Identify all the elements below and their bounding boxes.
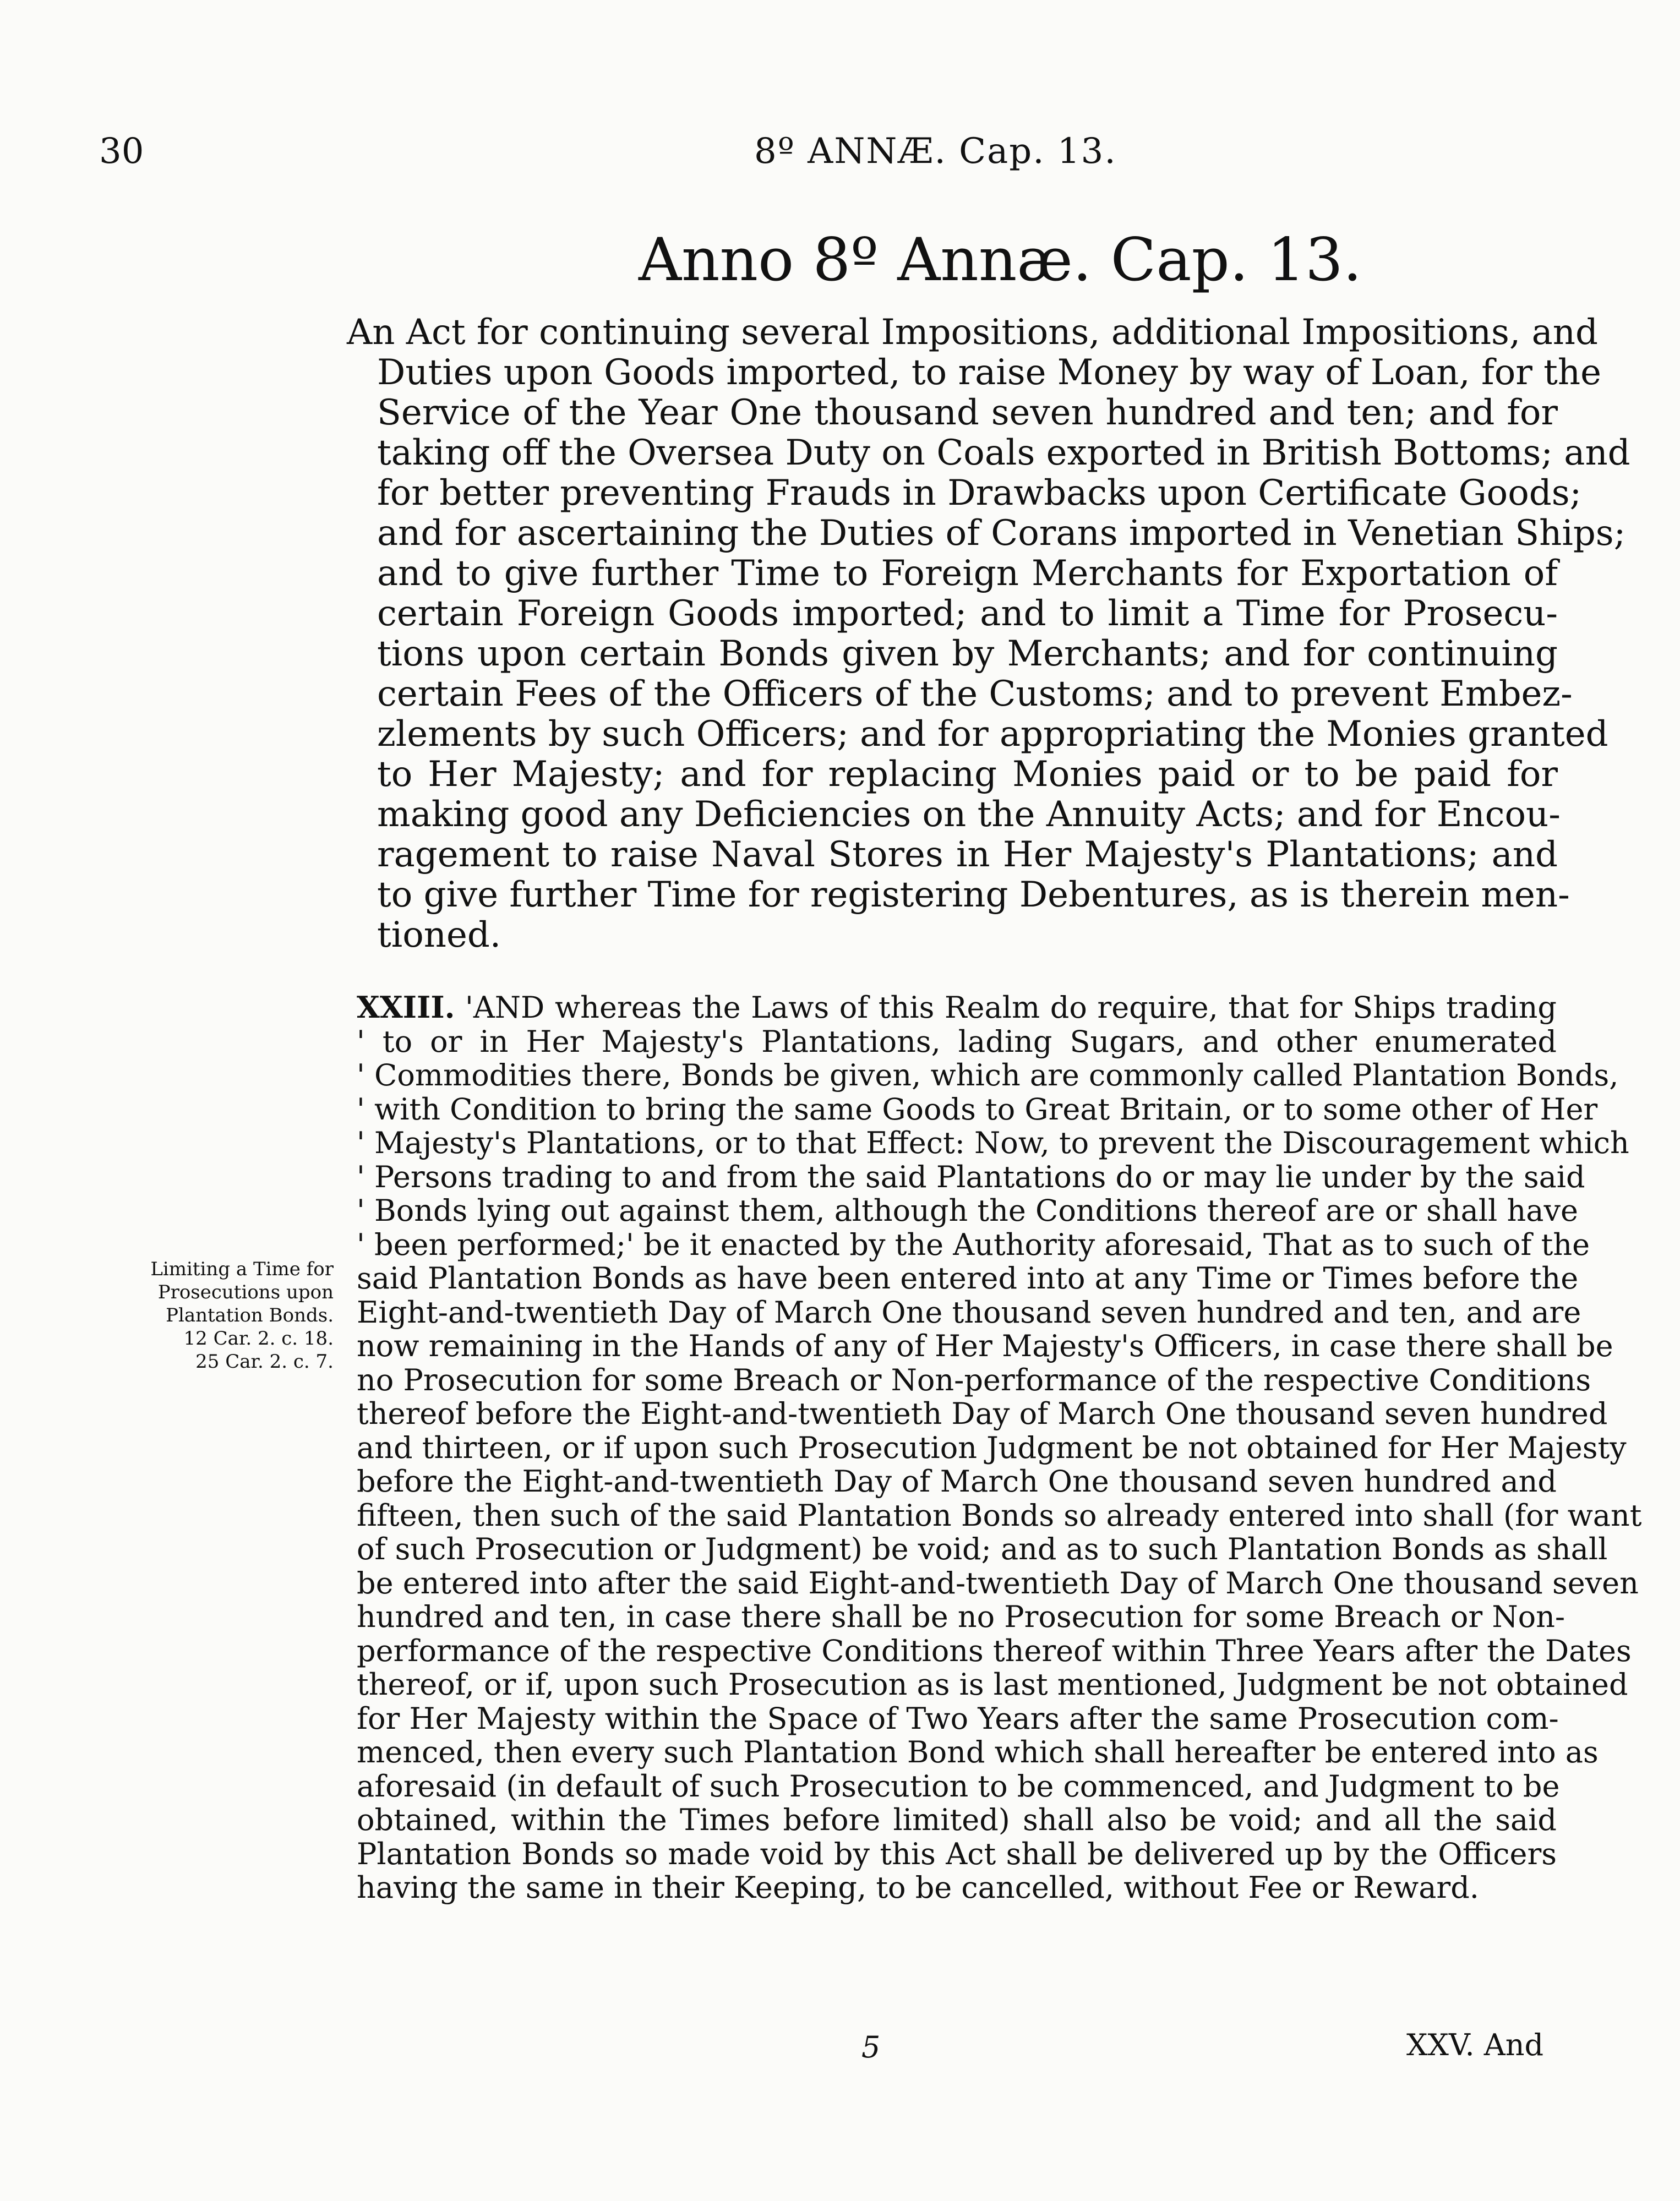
- section-line: ' been performed;' be it enacted by the Authority aforesaid, That as to such of the: [357, 1227, 1590, 1262]
- section-line: be entered into after the said Eight-and-twentieth Day of March One thousand seven: [357, 1565, 1639, 1601]
- act-title-line: ragement to raise Naval Stores in Her Majesty's Plantations; and: [377, 834, 1558, 875]
- catchword: XXV. And: [1406, 2028, 1544, 2062]
- act-title-line: tions upon certain Bonds given by Merchants; and for continuing: [377, 633, 1558, 674]
- section-number: XXIII.: [357, 990, 455, 1025]
- section-line: aforesaid (in default of such Prosecution to be commenced, and Judgment to be: [357, 1768, 1560, 1804]
- section-line: of such Prosecution or Judgment) be void; and as to such Plantation Bonds as shall: [357, 1532, 1608, 1566]
- section-line: before the Eight-and-twentieth Day of March One thousand seven hundred and: [357, 1464, 1557, 1499]
- section-line: performance of the respective Conditions thereof within Three Years after the Dates: [357, 1633, 1632, 1668]
- act-title-line: and for ascertaining the Duties of Corans imported in Venetian Ships;: [377, 513, 1626, 554]
- section-line: Eight-and-twentieth Day of March One thousand seven hundred and ten, and are: [357, 1295, 1581, 1330]
- section-line: now remaining in the Hands of any of Her Majesty's Officers, in case there shall be: [357, 1329, 1613, 1363]
- marginal-note-line: 12 Car. 2. c. 18.: [183, 1328, 334, 1350]
- section-line: ' Majesty's Plantations, or to that Effect: Now, to prevent the Discouragement which: [357, 1126, 1629, 1160]
- marginal-note-line: Prosecutions upon: [157, 1281, 334, 1303]
- section-line: for Her Majesty within the Space of Two Years after the same Prosecution com-: [357, 1701, 1559, 1736]
- act-title-line: tioned.: [377, 915, 501, 955]
- act-heading: Anno 8º Annæ. Cap. 13.: [639, 226, 1362, 294]
- section-line: and thirteen, or if upon such Prosecution Judgment be not obtained for Her Majesty: [357, 1430, 1627, 1465]
- act-title-line: taking off the Oversea Duty on Coals exported in British Bottoms; and: [377, 433, 1630, 473]
- section-line: obtained, within the Times before limited) shall also be void; and all the said: [357, 1803, 1557, 1837]
- act-title-line: to give further Time for registering Debentures, as is therein men-: [377, 875, 1570, 915]
- section-line: ' to or in Her Majesty's Plantations, lading Sugars, and other enumerated: [357, 1024, 1557, 1059]
- running-title: 8º ANNÆ. Cap. 13.: [754, 131, 1117, 172]
- section-line: ' with Condition to bring the same Goods to Great Britain, or to some other of Her: [357, 1091, 1598, 1127]
- section-xxiii: [357, 990, 1642, 1905]
- section-line: said Plantation Bonds as have been entered into at any Time or Times before the: [357, 1261, 1579, 1296]
- section-line: [357, 991, 1557, 1025]
- section-line: ' Persons trading to and from the said Plantations do or may lie under by the said: [357, 1159, 1585, 1194]
- page-number: 30: [99, 131, 144, 172]
- section-line-text: 'AND whereas the Laws of this Realm do require, that for Ships trading: [465, 990, 1557, 1025]
- section-line: having the same in their Keeping, to be cancelled, without Fee or Reward.: [357, 1870, 1479, 1905]
- section-line: ' Bonds lying out against them, although the Conditions thereof are or shall have: [357, 1193, 1578, 1228]
- marginal-note-line: Plantation Bonds.: [166, 1304, 334, 1326]
- section-line: thereof, or if, upon such Prosecution as is last mentioned, Judgment be not obtained: [357, 1667, 1628, 1702]
- act-long-title: [347, 312, 1630, 955]
- signature-mark: 5: [861, 2030, 881, 2065]
- section-line: ' Commodities there, Bonds be given, which are commonly called Plantation Bonds,: [357, 1058, 1619, 1093]
- act-title-line: and to give further Time to Foreign Merchants for Exportation of: [377, 553, 1558, 594]
- act-title-line: making good any Deficiencies on the Annuity Acts; and for Encou-: [377, 794, 1561, 835]
- marginal-note: [108, 1258, 334, 1373]
- act-title-line: Service of the Year One thousand seven hundred and ten; and for: [377, 392, 1558, 433]
- act-title-line: An Act for continuing several Impositions, additional Impositions, and: [347, 312, 1598, 353]
- marginal-note-line: 25 Car. 2. c. 7.: [195, 1351, 334, 1373]
- act-title-line: Duties upon Goods imported, to raise Money by way of Loan, for the: [377, 352, 1601, 393]
- act-title-line: to Her Majesty; and for replacing Monies paid or to be paid for: [377, 754, 1558, 795]
- marginal-note-line: Limiting a Time for: [150, 1258, 334, 1280]
- section-line: hundred and ten, in case there shall be no Prosecution for some Breach or Non-: [357, 1599, 1566, 1634]
- act-title-line: certain Foreign Goods imported; and to limit a Time for Prosecu-: [377, 593, 1558, 634]
- section-line: Plantation Bonds so made void by this Act shall be delivered up by the Officers: [357, 1836, 1557, 1871]
- section-line: fifteen, then such of the said Plantation Bonds so already entered into shall (for want: [357, 1498, 1642, 1533]
- section-line: menced, then every such Plantation Bond which shall hereafter be entered into as: [357, 1735, 1599, 1769]
- act-title-line: for better preventing Frauds in Drawbacks upon Certificate Goods;: [377, 473, 1582, 514]
- act-title-line: zlements by such Officers; and for appropriating the Monies granted: [377, 714, 1608, 755]
- act-title-line: certain Fees of the Officers of the Customs; and to prevent Embez-: [377, 674, 1573, 714]
- section-line: thereof before the Eight-and-twentieth Day of March One thousand seven hundred: [357, 1396, 1608, 1431]
- section-line: no Prosecution for some Breach or Non-performance of the respective Conditions: [357, 1362, 1591, 1397]
